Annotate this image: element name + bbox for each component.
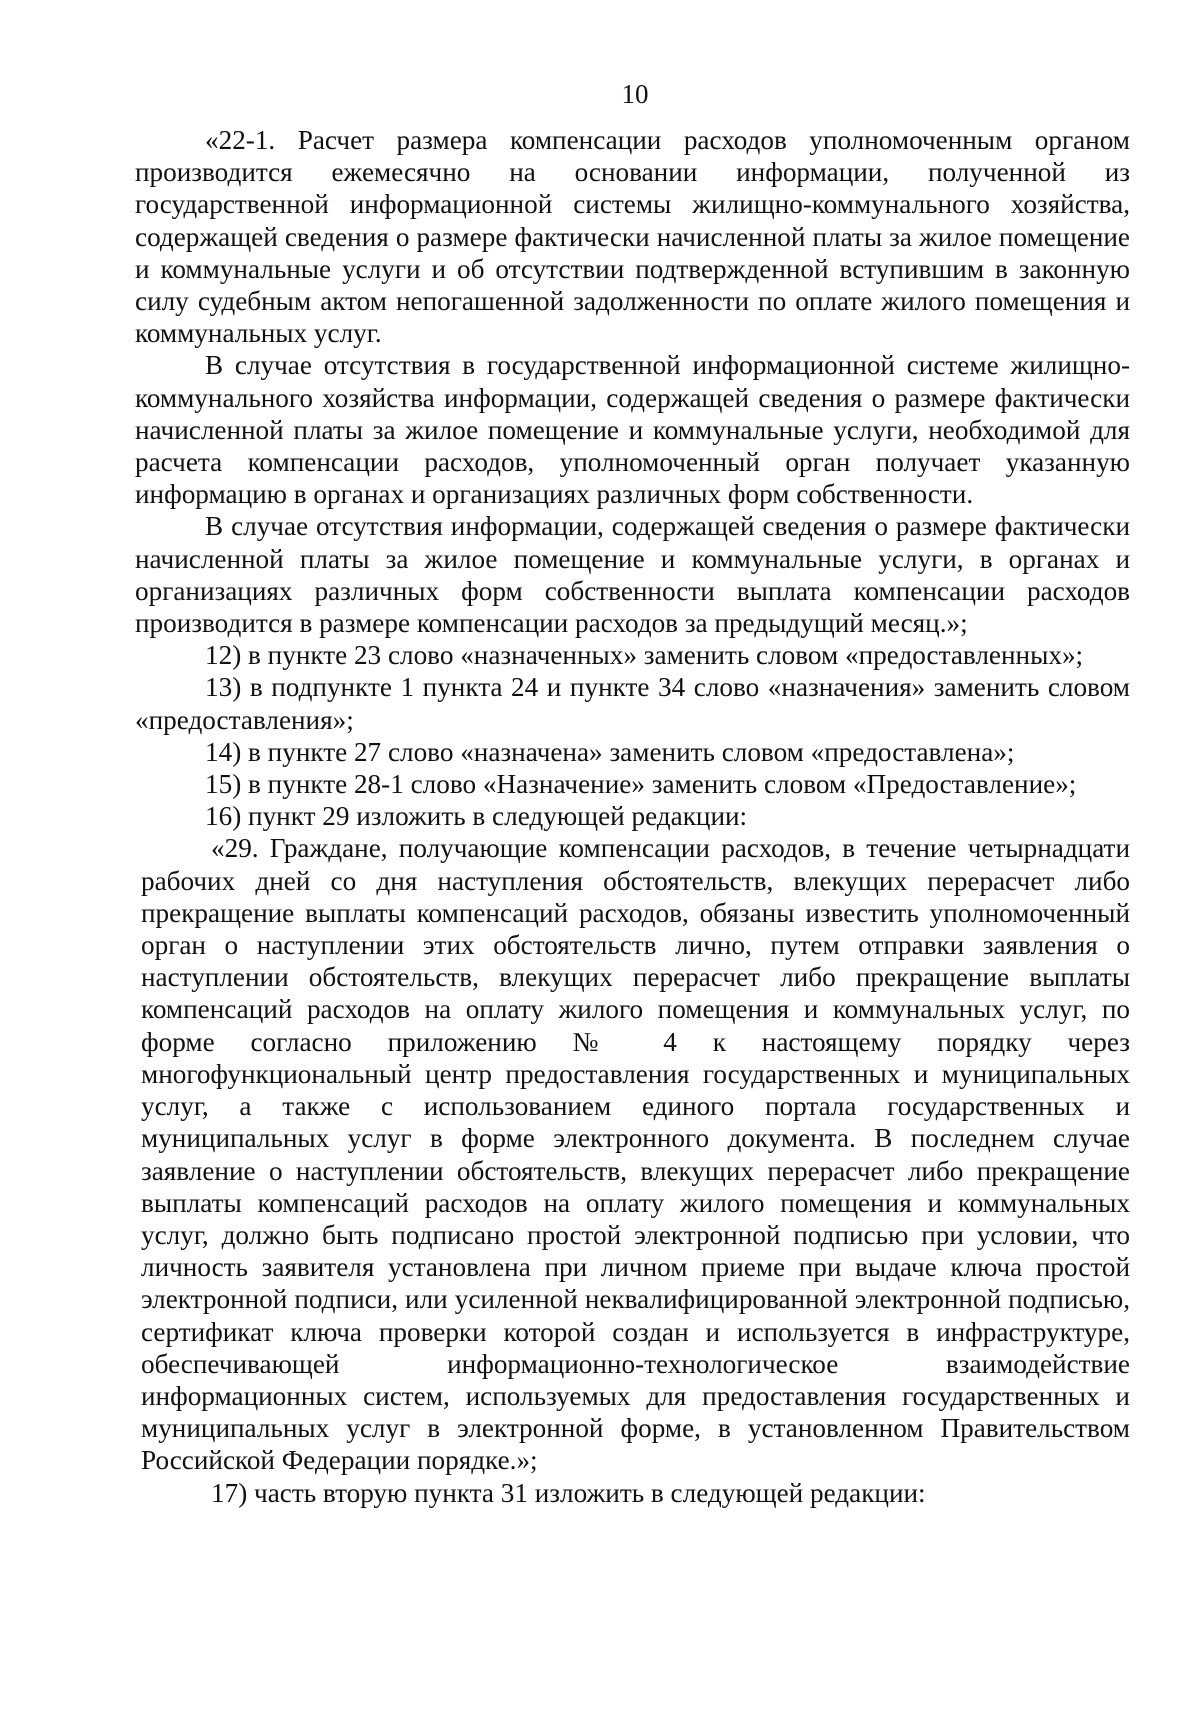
paragraph-29-citizens: «29. Граждане, получающие компенсации расходов, в течение четырнадцати рабочих дней со дня наступления обстоятельств, влекущих перерасчет либо прекращение выплаты компенсаций расходов, обязаны известить уполномоченный орган о наступлении этих обстоятельств лично, путем отправки заявления о наступлении обстоятельств, влекущих перерасчет либо прекращение выплаты компенсаций расходов на оплату жилого помещения и коммунальных услуг, по форме согласно приложению № 4 к настоящему порядку через многофункциональный центр предоставления государственных и муниципальных услуг, а также с использованием единого портала государственных и муниципальных услуг в форме электронного документа. В последнем случае заявление о наступлении обстоятельств, влекущих перерасчет либо прекращение выплаты компенсаций расходов на оплату жилого помещения и коммунальных услуг, должно быть подписано простой электронной подписью при условии, что личность заявителя установлена при личном приеме при выдаче ключа простой электронной подписи, или усиленной неквалифицированной электронной подписью, сертификат ключа проверки которой создан и используется в инфраструктуре, обеспечивающей информационно-технологическое взаимодействие информационных систем, используемых для предоставления государственных и муниципальных услуг в электронной форме, в установленном Правительством Российской Федерации порядке.»; bbox=[141, 833, 1130, 1476]
paragraph-item-13: 13) в подпункте 1 пункта 24 и пункте 34 слово «назначения» заменить словом «предоставления»; bbox=[135, 672, 1130, 735]
paragraph-item-14: 14) в пункте 27 слово «назначена» заменить словом «предоставлена»; bbox=[205, 736, 1015, 767]
paragraph-item-15: 15) в пункте 28-1 слово «Назначение» заменить словом «Предоставление»; bbox=[205, 769, 1077, 800]
paragraph-item-17: 17) часть вторую пункта 31 изложить в следующей редакции: bbox=[211, 1477, 926, 1508]
paragraph-item-12: 12) в пункте 23 слово «назначенных» заменить словом «предоставленных»; bbox=[205, 640, 1084, 671]
document-body bbox=[135, 124, 1130, 1509]
paragraph-22-1-calculation: «22-1. Расчет размера компенсации расходов уполномоченным органом производится ежемесячно на основании информации, полученной из государственной информационной системы жилищно-коммунального хозяйства, содержащей сведения о размере фактически начисленной платы за жилое помещение и коммунальные услуги и об отсутствии подтвержденной вступившим в законную силу судебным актом непогашенной задолженности по оплате жилого помещения и коммунальных услуг. bbox=[135, 125, 1130, 349]
paragraph-absence-in-gis: В случае отсутствия в государственной информационной системе жилищно-коммунального хозяйства информации, содержащей сведения о размере фактически начисленной платы за жилое помещение и коммунальные услуги, необходимой для расчета компенсации расходов, уполномоченный орган получает указанную информацию в органах и организациях различных форм собственности. bbox=[135, 350, 1130, 510]
paragraph-item-16: 16) пункт 29 изложить в следующей редакции: bbox=[205, 801, 748, 832]
page-number: 10 bbox=[621, 79, 649, 109]
paragraph-absence-of-info: В случае отсутствия информации, содержащей сведения о размере фактически начисленной платы за жилое помещение и коммунальные услуги, в органах и организациях различных форм собственности выплата компенсации расходов производится в размере компенсации расходов за предыдущий месяц.»; bbox=[135, 511, 1130, 639]
